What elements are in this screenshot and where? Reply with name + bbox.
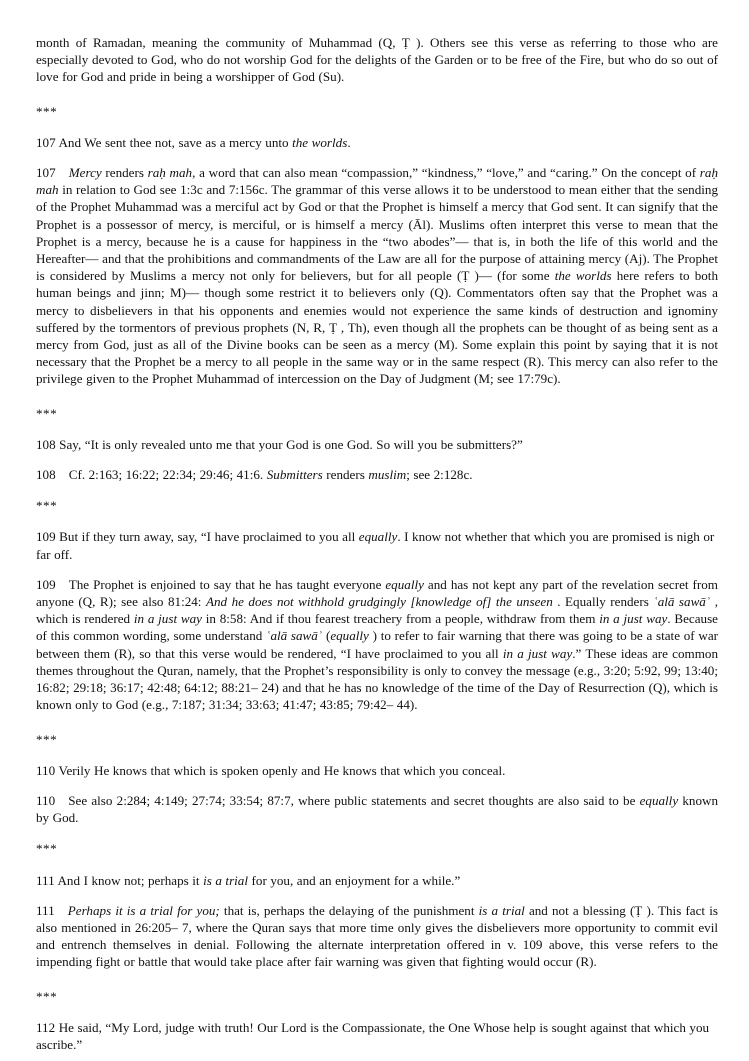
verse-112: 112 He said, “My Lord, judge with truth! Our Lord is the Compassionate, the One Whose help is sought against that which you ascribe.”	[36, 1019, 710, 1052]
section-separator-6: ***	[36, 988, 58, 1004]
commentary-109: 109 The Prophet is enjoined to say that he has taught everyone equally and has not kept any part of the revelation secret from anyone (Q, R); see also 81:24: And he does not withhold grudgingly [knowledge of] the unseen . Equally renders ʿalā sawāʾ , which is rendered in a just way in 8:58: And if thou fearest treachery from a people, withdraw from them in a just way. Because of this common wording, some understand ʿalā sawāʾ (equally ) to refer to fair warning that there was going to be a state of war between them (R), so that this verse would be rendered, “I have proclaimed to you all in a just way.” These ideas are common themes throughout the Quran, namely, that the Prophet’s responsibility is only to convey the message (e.g., 3:20; 5:92, 99; 13:40; 16:82; 29:18; 36:17; 42:48; 64:12; 88:21– 24) and that he has no knowledge of the time of the Day of Resurrection (Q), which is known only to God (e.g., 7:187; 31:34; 33:63; 41:47; 43:85; 79:42– 44).	[36, 576, 719, 713]
verse-108: 108 Say, “It is only revealed unto me that your God is one God. So will you be submitters?”	[36, 436, 523, 452]
section-separator-4: ***	[36, 731, 58, 747]
intro-paragraph: month of Ramadan, meaning the community of Muhammad (Q, Ṭ ). Others see this verse as referring to those who are especially devoted to God, who do not worship God for the delights of the Garden or to be free of the Fire, but who do so out of love for God and pride in being a worshipper of God (Su).	[36, 35, 718, 85]
commentary-107: 107 Mercy renders raḥ mah, a word that can also mean “compassion,” “kindness,” “love,” and “caring.” On the concept of raḥ mah in relation to God see 1:3c and 7:156c. The grammar of this verse allows it to be understood to mean either that the sending of the Prophet Muhammad was a merciful act by God or that the Prophet is himself a mercy that God sent. It can signify that the Prophet is a possessor of mercy, is merciful, or is himself a mercy (Āl). Muslims often interpret this verse to mean that the Prophet is a mercy, because he is a cause for happiness in the “two abodes”— that is, in both the life of this world and the Hereafter— and that the prohibitions and commandments of the Law are all for the purpose of attaining mercy (Aj). The Prophet is considered by Muslims a mercy not only for believers, but for all people (Ṭ )— (for some the worlds here refers to both human beings and jinn; M)— though some restrict it to believers only (Q). Commentators often say that the Prophet was a mercy to disbelievers in that his opponents and enemies would not experience the same kinds of destruction and ignominy suffered by the tormentors of previous prophets (N, R, Ṭ , Th), even though all the prophets can be thought of as being sent as a mercy from God, just as all of the Divine books can be seen as a mercy (M). Some explain this point by saying that it is not necessary that the Prophet be a mercy to all people in the same way or in the same respect (R). This mercy can also refer to the privilege given to the Prophet Muhammad of intercession on the Day of Judgment (M; see 17:79c).	[36, 165, 718, 387]
verse-109: 109 But if they turn away, say, “I have proclaimed to you all equally. I know not whether that which you are promised is nigh or far off.	[36, 529, 715, 562]
section-separator-2: ***	[36, 405, 58, 421]
section-separator-1: ***	[36, 103, 58, 119]
section-separator-5: ***	[36, 841, 58, 857]
commentary-110: 110 See also 2:284; 4:149; 27:74; 33:54; 87:7, where public statements and secret thoughts are also said to be equally known by God.	[36, 792, 718, 826]
commentary-108: 108 Cf. 2:163; 16:22; 22:34; 29:46; 41:6. Submitters renders muslim; see 2:128c.	[36, 467, 473, 483]
section-separator-3: ***	[36, 498, 58, 514]
commentary-111: 111 Perhaps it is a trial for you; that is, perhaps the delaying of the punishment is a trial and not a blessing (Ṭ ). This fact is also mentioned in 26:205– 7, where the Quran says that more time only gives the disbelievers more opportunity to commit evil and entrench themselves in denial. Following the alternate interpretation offered in v. 109 above, this verse refers to the impending fight or battle that would take place after fair warning was given that fighting would occur (R).	[36, 902, 718, 970]
verse-111: 111 And I know not; perhaps it is a trial for you, and an enjoyment for a while.”	[36, 872, 461, 888]
verse-107: 107 And We sent thee not, save as a mercy unto the worlds.	[36, 134, 351, 150]
verse-110: 110 Verily He knows that which is spoken openly and He knows that which you conceal.	[36, 762, 506, 778]
page-content	[36, 34, 718, 1053]
